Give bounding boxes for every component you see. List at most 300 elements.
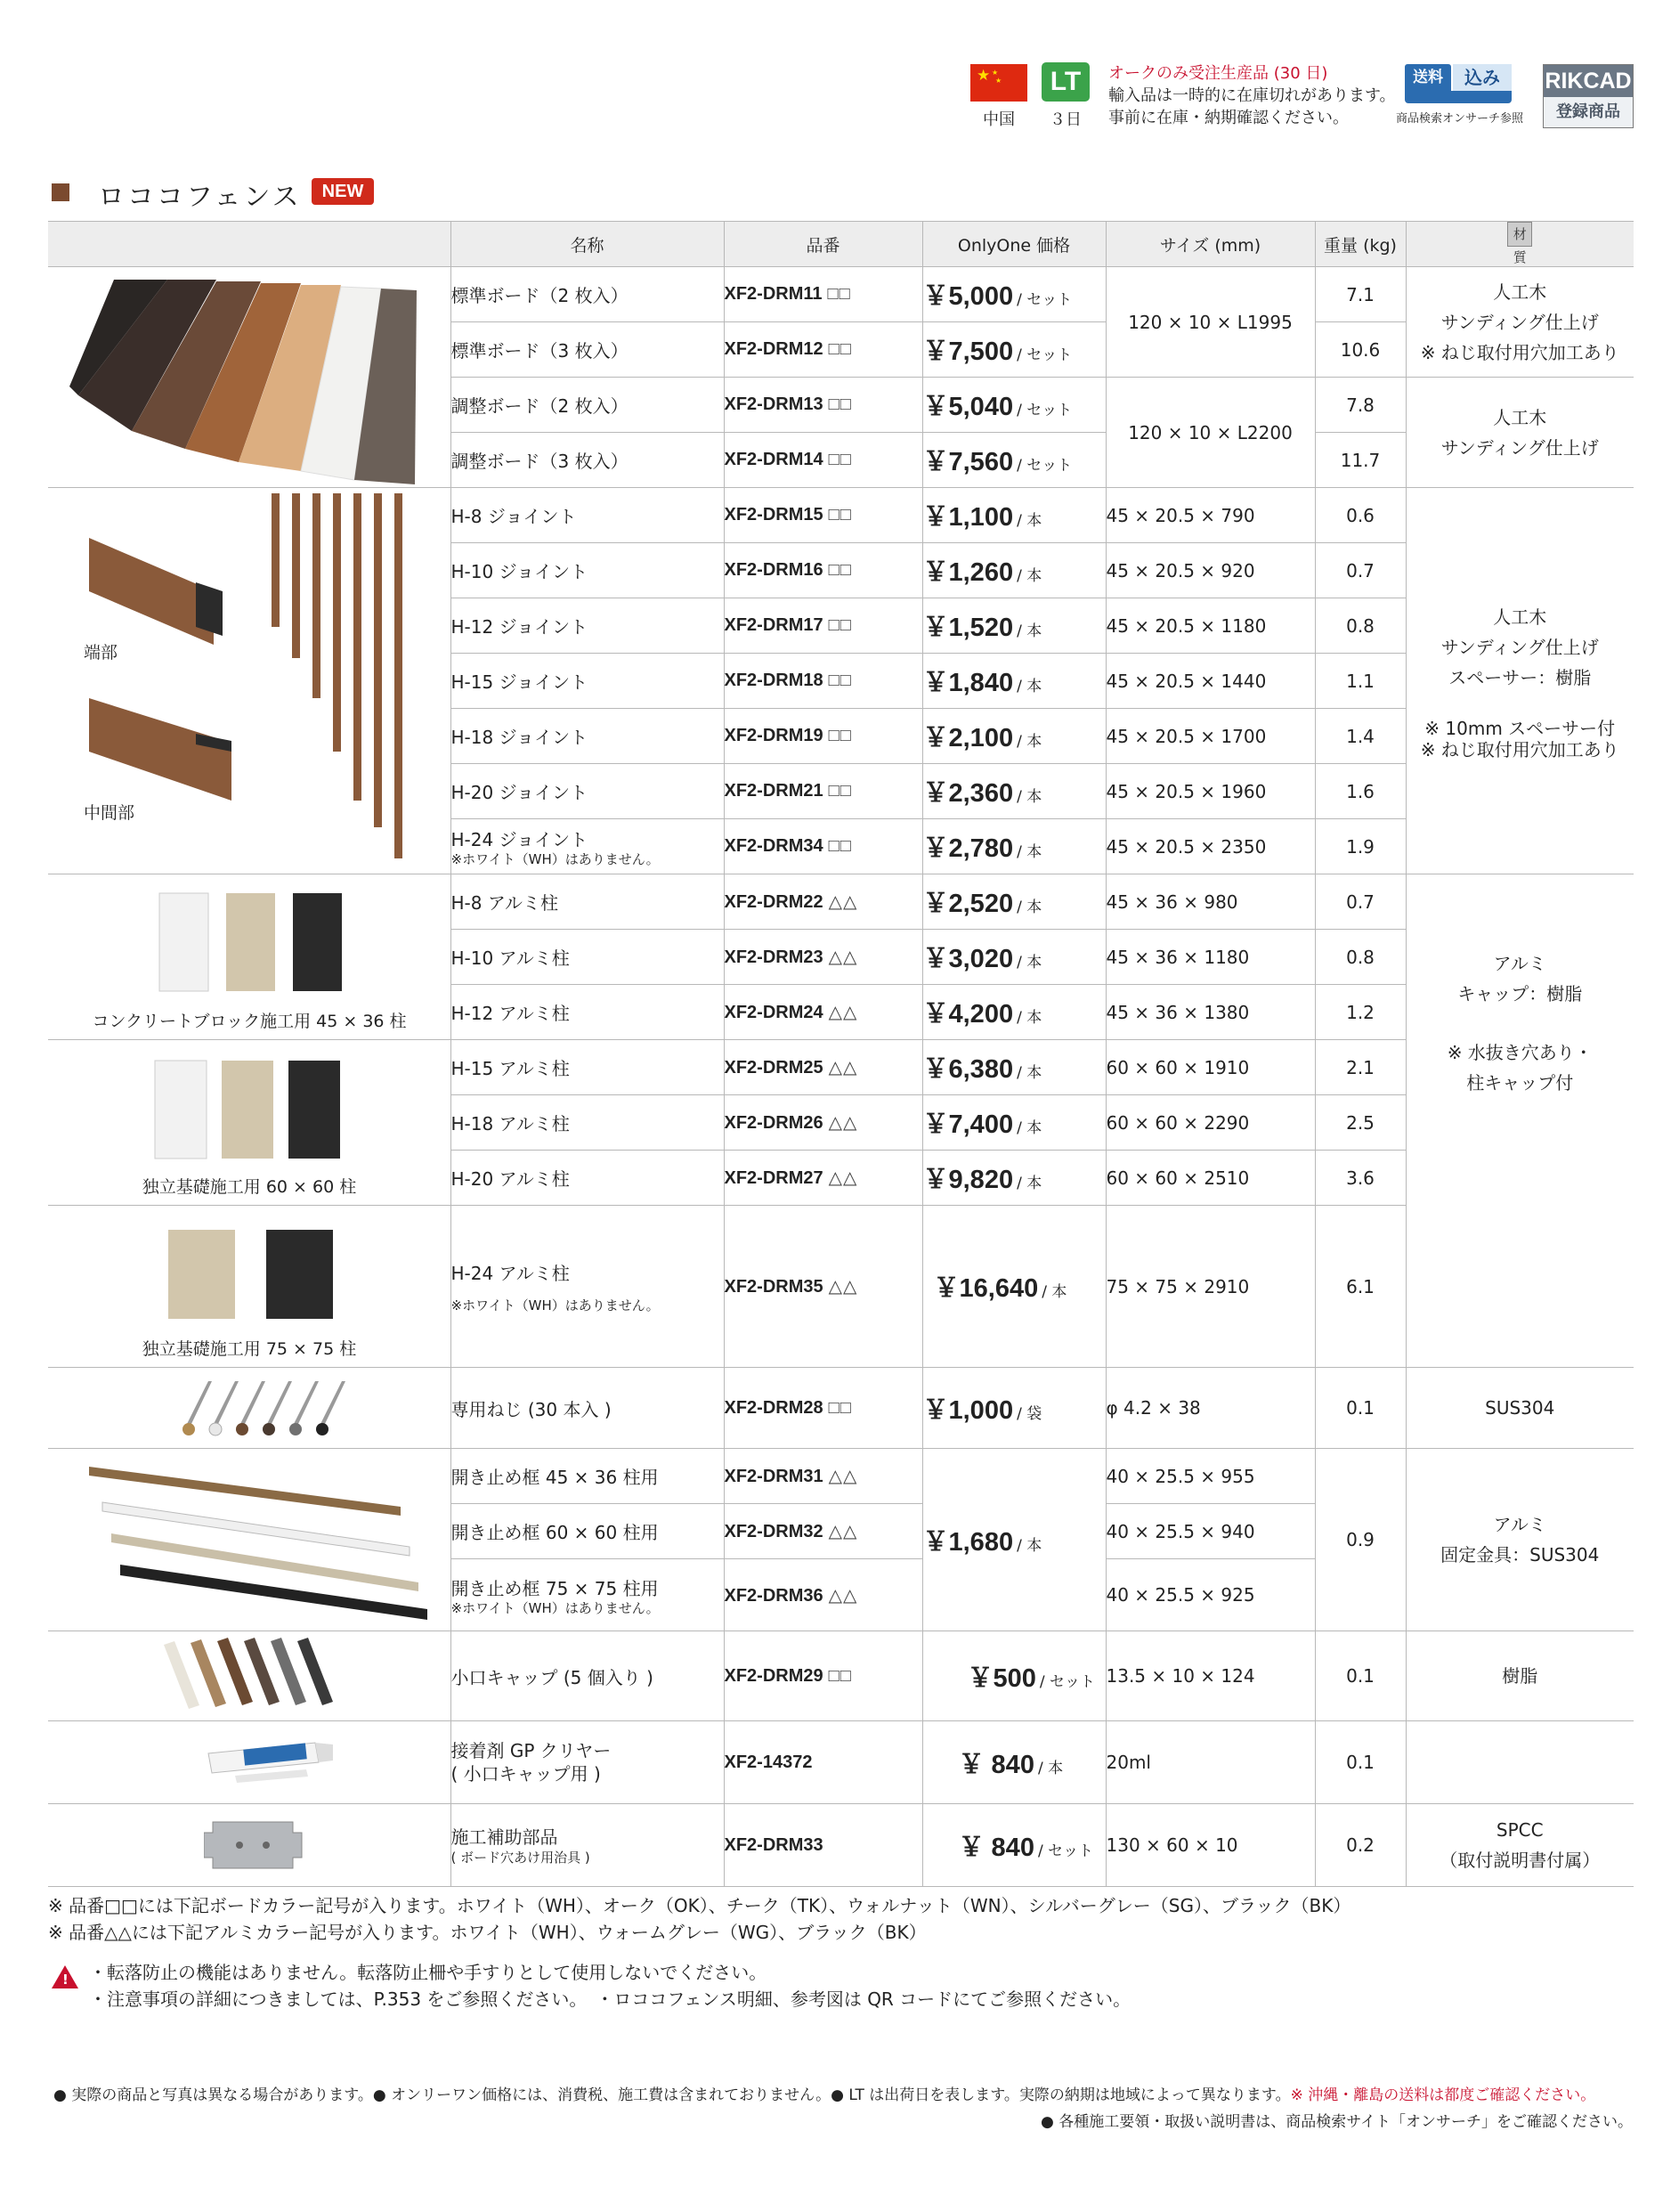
product-size: 45 × 20.5 × 1180 [1106,598,1315,654]
product-size: 45 × 20.5 × 790 [1106,488,1315,543]
header-remarks [1406,222,1634,267]
product-name: H-8 ジョイント [450,488,724,543]
price-value: ￥1,000 [922,1395,1014,1425]
product-size: 60 × 60 × 1910 [1106,1040,1315,1095]
table-row [48,1631,1634,1721]
product-name: H-10 ジョイント [450,543,724,598]
product-price [922,1151,1106,1206]
product-price [922,985,1106,1040]
color-mark: □□ [828,339,852,359]
code-text: XF2-DRM13 [724,394,823,414]
product-size: 45 × 20.5 × 1700 [1106,709,1315,764]
product-name: 小口キャップ (5 個入り ) [450,1631,724,1721]
remark-line: 人工木 [1493,606,1547,628]
price-unit: / セット [1017,457,1073,475]
price-value: ￥9,820 [922,1166,1014,1194]
product-price [922,378,1106,433]
price-unit: / 袋 [1017,1404,1042,1423]
code-text: XF2-DRM33 [724,1834,823,1855]
remark-line: アルミ [1493,952,1546,974]
product-size: 130 × 60 × 10 [1106,1804,1315,1887]
name-sub: ( ボード穴あけ用治具 ) [450,1850,590,1866]
product-name: 開き止め框 45 × 36 柱用 [450,1449,724,1504]
product-weight: 2.5 [1315,1095,1406,1151]
footer-red: ※ 沖縄・離島の送料は都度ご確認ください。 [1290,2086,1596,2104]
frame-image-cell [48,1449,450,1631]
product-code [724,1721,922,1804]
caption-post75: 独立基礎施工用 75 × 75 柱 [142,1339,357,1359]
adhesive-image-cell [48,1721,450,1804]
post75-image [159,1225,355,1323]
price-unit: / 本 [1017,899,1042,916]
product-name: H-12 アルミ柱 [450,985,724,1040]
product-size: 40 × 25.5 × 940 [1106,1504,1315,1559]
rikcad-badge [1543,64,1634,128]
product-size: 45 × 36 × 1380 [1106,985,1315,1040]
product-weight: 0.2 [1315,1804,1406,1887]
product-name: 専用ねじ (30 本入 ) [450,1368,724,1449]
price-unit: / 本 [1017,567,1042,585]
product-name: 開き止め框 60 × 60 柱用 [450,1504,724,1559]
price-value: ￥2,520 [922,890,1014,918]
product-code [724,1095,922,1151]
price-value: ￥1,520 [922,614,1014,642]
product-name [450,1206,724,1368]
product-weight: 0.9 [1315,1449,1406,1631]
shipping-included-badge [1405,64,1515,110]
product-code [724,543,922,598]
price-unit: / 本 [1017,843,1042,861]
title-square-icon [52,183,69,201]
product-weight: 0.7 [1315,543,1406,598]
header-size: サイズ (mm) [1106,222,1315,267]
code-text: XF2-DRM17 [724,615,823,635]
code-text: XF2-DRM26 [724,1113,823,1133]
table-row [48,1368,1634,1449]
table-row [48,1804,1634,1887]
product-price [922,488,1106,543]
product-code [724,267,922,322]
footer-line-1 [53,2082,1595,2104]
product-weight: 6.1 [1315,1206,1406,1368]
product-code [724,1631,922,1721]
color-mark: △△ [828,1113,858,1133]
product-size: 45 × 20.5 × 1440 [1106,654,1315,709]
flag-star-icon: ★ [992,69,999,77]
price-unit: / 本 [1017,512,1042,530]
product-weight: 7.1 [1315,267,1406,322]
truck-icon [1405,91,1512,103]
product-name: 標準ボード（3 枚入） [450,322,724,378]
price-value: ￥7,500 [922,337,1014,366]
product-weight: 0.8 [1315,598,1406,654]
price-unit: / セット [1017,402,1073,419]
price-unit: / 本 [1017,733,1042,751]
product-price [922,543,1106,598]
product-size: 45 × 20.5 × 1960 [1106,764,1315,819]
product-name: H-18 ジョイント [450,709,724,764]
product-code [724,1206,922,1368]
remark-line: （取付説明書付属） [1440,1850,1601,1871]
product-weight: 0.1 [1315,1631,1406,1721]
origin-label: 中国 [983,110,1015,129]
product-size: φ 4.2 × 38 [1106,1368,1315,1449]
price-value: ￥3,020 [922,945,1014,973]
code-text: XF2-DRM16 [724,560,823,580]
product-code [724,654,922,709]
code-text: XF2-DRM12 [724,339,823,359]
product-code [724,598,922,654]
product-name: H-18 アルミ柱 [450,1095,724,1151]
product-weight: 1.2 [1315,985,1406,1040]
product-name: H-20 ジョイント [450,764,724,819]
product-size: 45 × 36 × 980 [1106,874,1315,930]
name-sub: ※ホワイト（WH）はありません。 [450,1599,660,1616]
table-row [48,1721,1634,1804]
price-unit: / 本 [1017,1009,1042,1027]
color-mark: △△ [828,1003,858,1022]
product-price [922,1368,1106,1449]
product-code [724,764,922,819]
price-value: ￥7,560 [922,448,1014,476]
product-code [724,874,922,930]
name-text: 開き止め框 75 × 75 柱用 [450,1577,659,1599]
product-size: 45 × 36 × 1180 [1106,930,1315,985]
code-text: XF2-DRM25 [724,1058,823,1078]
code-text: XF2-14372 [724,1752,813,1772]
product-name: H-10 アルミ柱 [450,930,724,985]
product-size: 20ml [1106,1721,1315,1804]
product-weight: 1.1 [1315,654,1406,709]
color-mark: △△ [828,892,858,912]
jig-image [204,1815,311,1877]
code-text: XF2-DRM35 [724,1277,823,1297]
price-unit: / 本 [1017,954,1042,972]
name-text: 施工補助部品 [450,1826,558,1848]
product-name: H-15 ジョイント [450,654,724,709]
product-size: 45 × 20.5 × 2350 [1106,819,1315,874]
price-value: ￥16,640 [933,1274,1039,1303]
product-code [724,1040,922,1095]
color-mark: □□ [828,505,852,525]
product-weight: 0.6 [1315,488,1406,543]
product-remark [1406,1721,1634,1804]
price-value: ￥7,400 [922,1110,1014,1139]
remarks-header-label: 材質 [1507,222,1532,247]
code-text: XF2-DRM28 [724,1397,823,1418]
warning-icon: ! [52,1965,78,1988]
price-value: ￥1,260 [922,558,1014,587]
product-price [922,1206,1106,1368]
frame-image [53,1458,445,1627]
product-code [724,930,922,985]
price-value: ￥5,000 [922,282,1014,311]
product-price [922,1721,1106,1804]
shipping-included-label: 込み [1453,64,1512,91]
product-code [724,985,922,1040]
product-size: 13.5 × 10 × 124 [1106,1631,1315,1721]
color-mark: □□ [828,836,852,856]
price-value: ￥4,200 [922,1000,1014,1029]
caption-post60: 独立基礎施工用 60 × 60 柱 [142,1177,357,1197]
color-mark: □□ [828,726,852,745]
remark-line: ※ ねじ取付用穴加工あり [1420,341,1619,363]
warning-notes [89,1959,1131,2013]
price-unit: / 本 [1017,622,1042,640]
product-price [922,433,1106,488]
price-unit: / 本 [1037,1759,1064,1777]
product-code [724,1368,922,1449]
color-mark: □□ [828,394,852,414]
page-title: ロココフェンス [98,182,302,213]
product-remark [1406,378,1634,488]
code-text: XF2-DRM36 [724,1585,823,1606]
post60-image-cell [48,1040,450,1206]
product-price [922,1804,1106,1887]
product-price [922,764,1106,819]
product-weight: 0.1 [1315,1368,1406,1449]
code-text: XF2-DRM23 [724,947,823,967]
remark-line: サンディング仕上げ [1440,311,1599,333]
code-text: XF2-DRM18 [724,671,823,690]
product-remark [1406,1449,1634,1631]
rikcad-top: RIKCAD [1544,65,1633,97]
warning-line-2: ・注意事項の詳細につきましては、P.353 をご参照ください。 ・ロココフェンス明細、参考図は QR コードにてご参照ください。 [89,1988,1132,2010]
product-price [922,819,1106,874]
product-code [724,1559,922,1631]
code-text: XF2-DRM19 [724,726,823,745]
header-name: 名称 [450,222,724,267]
price-value: ￥2,100 [922,724,1014,752]
price-unit: / セット [1017,291,1073,309]
product-price [922,598,1106,654]
price-unit: / セット [1017,346,1073,364]
shipping-sub: 商品検索オンサーチ参照 [1396,112,1524,126]
footer-line-2: ● 各種施工要領・取扱い説明書は、商品検索サイト「オンサーチ」をご確認ください。 [1040,2113,1633,2131]
remark-line: ※ ねじ取付用穴加工あり [1420,738,1619,760]
rikcad-bottom: 登録商品 [1556,102,1620,121]
name-text: H-24 アルミ柱 [450,1263,570,1284]
price-value: ￥1,840 [922,669,1014,697]
screw-image-cell [48,1368,450,1449]
product-price [922,267,1106,322]
note-board-colors: ※ 品番□□には下記ボードカラー記号が入ります。ホワイト（WH）、オーク（OK）、チーク（TK）、ウォルナット（WN）、シルバーグレー（SG）、ブラック（BK） [48,1895,1351,1916]
product-price [922,1040,1106,1095]
product-code [724,322,922,378]
product-code [724,488,922,543]
caption-post45: コンクリートブロック施工用 45 × 36 柱 [92,1012,407,1031]
code-text: XF2-DRM14 [724,450,823,469]
price-value: ￥1,100 [922,503,1014,532]
header-code: 品番 [724,222,922,267]
price-unit: / セット [1037,1842,1094,1860]
product-price [922,930,1106,985]
adhesive-tube-image [199,1727,377,1798]
warning-line-1: ・転落防止の機能はありません。転落防止柵や手すりとして使用しないでください。 [89,1962,767,1983]
product-size: 45 × 20.5 × 920 [1106,543,1315,598]
product-size: 40 × 25.5 × 925 [1106,1559,1315,1631]
name-text: 接着剤 GP クリヤー [450,1740,612,1761]
price-value: ￥ 840 [958,1750,1034,1779]
product-price [922,1449,1106,1631]
product-weight: 11.7 [1315,433,1406,488]
remark-line: キャップ：樹脂 [1457,982,1583,1004]
lt-days: ３日 [1050,110,1082,129]
color-mark: △△ [828,1522,858,1541]
price-unit: / 本 [1017,1119,1042,1137]
product-weight: 3.6 [1315,1151,1406,1206]
price-value: ￥6,380 [922,1055,1014,1084]
product-weight: 1.4 [1315,709,1406,764]
note-alu-colors: ※ 品番△△には下記アルミカラー記号が入ります。ホワイト（WH）、ウォームグレー（WG）、ブラック（BK） [48,1922,927,1943]
color-mark: △△ [828,1058,858,1078]
jig-image-cell [48,1804,450,1887]
product-code [724,819,922,874]
product-weight: 0.8 [1315,930,1406,985]
color-mark: △△ [828,1277,858,1297]
product-size: 60 × 60 × 2510 [1106,1151,1315,1206]
product-size: 120 × 10 × L2200 [1106,378,1315,488]
notice-red: オークのみ受注生産品 (30 日) [1108,64,1328,83]
product-weight: 1.9 [1315,819,1406,874]
product-code [724,709,922,764]
product-remark [1406,267,1634,378]
end-cap-image [155,1636,351,1716]
notice-line-2: 事前に在庫・納期確認ください。 [1108,109,1349,127]
product-name: H-8 アルミ柱 [450,874,724,930]
product-price [922,1631,1106,1721]
color-mark: □□ [828,1397,852,1418]
header-price: OnlyOne 価格 [922,222,1106,267]
footer-text: ● 実際の商品と写真は異なる場合があります。● オンリーワン価格には、消費税、施工費は含まれておりません。● LT は出荷日を表します。実際の納期は地域によって異なります。 [53,2086,1291,2104]
color-mark: △△ [828,1168,858,1188]
remark-line: 柱キャップ付 [1466,1071,1574,1094]
header-weight: 重量 (kg) [1315,222,1406,267]
product-name: H-15 アルミ柱 [450,1040,724,1095]
code-text: XF2-DRM22 [724,892,823,912]
product-weight: 0.1 [1315,1721,1406,1804]
product-code [724,1151,922,1206]
price-value: ￥2,360 [922,779,1014,808]
price-unit: / 本 [1017,1536,1042,1555]
price-value: ￥ 840 [958,1833,1034,1862]
remark-line: 人工木 [1493,406,1547,428]
code-text: XF2-DRM21 [724,781,823,801]
product-remark [1406,874,1634,1368]
product-name: H-12 ジョイント [450,598,724,654]
remark-line: 固定金具：SUS304 [1440,1544,1600,1565]
color-notes [48,1892,1350,1946]
remark-line: スペーサー：樹脂 [1448,666,1592,688]
product-name [450,819,724,874]
color-mark: □□ [828,781,852,801]
price-unit: / 本 [1017,1064,1042,1082]
name-sub: ( 小口キャップ用 ) [450,1763,601,1785]
table-row [48,1206,1634,1368]
product-code [724,433,922,488]
stock-notice [1108,62,1396,129]
post45-image [150,889,346,996]
remark-line: アルミ [1493,1514,1546,1535]
price-unit: / 本 [1017,788,1042,806]
board-samples-image [61,271,434,484]
code-text: XF2-DRM31 [724,1467,823,1486]
price-value: ￥1,680 [922,1527,1014,1557]
product-remark: SUS304 [1406,1368,1634,1449]
remark-line: サンディング仕上げ [1440,636,1599,658]
price-unit: / 本 [1017,1175,1042,1192]
price-unit: / 本 [1042,1283,1067,1301]
color-mark: □□ [828,1665,852,1686]
joint-image-cell [48,488,450,874]
remark-line: 人工木 [1493,281,1547,303]
color-mark: □□ [827,284,851,304]
name-sub: ※ホワイト（WH）はありません。 [450,1297,660,1313]
price-unit: / セット [1039,1672,1096,1691]
code-text: XF2-DRM11 [724,284,823,304]
product-price [922,709,1106,764]
price-value: ￥2,780 [922,834,1014,863]
caption-end: 端部 [84,643,118,663]
post75-image-cell [48,1206,450,1368]
product-price [922,654,1106,709]
color-mark: □□ [828,671,852,690]
remark-line: サンディング仕上げ [1440,436,1599,459]
flag-star-icon: ★ [995,77,1002,85]
remark-line: ※ 水抜き穴あり・ [1447,1041,1593,1063]
color-mark: △△ [828,1585,858,1606]
cap-image-cell [48,1631,450,1721]
product-code [724,1504,922,1559]
product-weight: 7.8 [1315,378,1406,433]
flag-star-icon: ★ [977,67,991,85]
caption-middle: 中間部 [84,803,135,823]
table-header [48,222,1634,267]
name-sub: ※ホワイト（WH）はありません。 [450,851,660,867]
product-size: 40 × 25.5 × 955 [1106,1449,1315,1504]
product-name: H-20 アルミ柱 [450,1151,724,1206]
product-weight: 2.1 [1315,1040,1406,1095]
product-remark: 樹脂 [1406,1631,1634,1721]
product-price [922,322,1106,378]
product-size: 120 × 10 × L1995 [1106,267,1315,378]
color-mark: □□ [828,615,852,635]
price-value: ￥5,040 [922,393,1014,421]
product-weight: 10.6 [1315,322,1406,378]
table-row [48,1449,1634,1504]
post60-image [146,1056,351,1163]
product-name [450,1804,724,1887]
price-unit: / 本 [1017,678,1042,695]
table-row [48,488,1634,543]
board-image-cell [48,267,450,488]
product-name: 標準ボード（2 枚入） [450,267,724,322]
screw-image [173,1372,351,1443]
product-name: 調整ボード（3 枚入） [450,433,724,488]
product-name: 調整ボード（2 枚入） [450,378,724,433]
product-size: 60 × 60 × 2290 [1106,1095,1315,1151]
color-mark: △△ [828,1467,858,1486]
notice-line-1: 輸入品は一時的に在庫切れがあります。 [1108,86,1396,105]
code-text: XF2-DRM24 [724,1003,823,1022]
remark-line: SPCC [1496,1819,1544,1841]
product-code [724,1449,922,1504]
code-text: XF2-DRM15 [724,505,823,525]
price-value: ￥500 [967,1663,1036,1693]
product-code [724,378,922,433]
product-weight: 0.7 [1315,874,1406,930]
product-remark [1406,488,1634,874]
